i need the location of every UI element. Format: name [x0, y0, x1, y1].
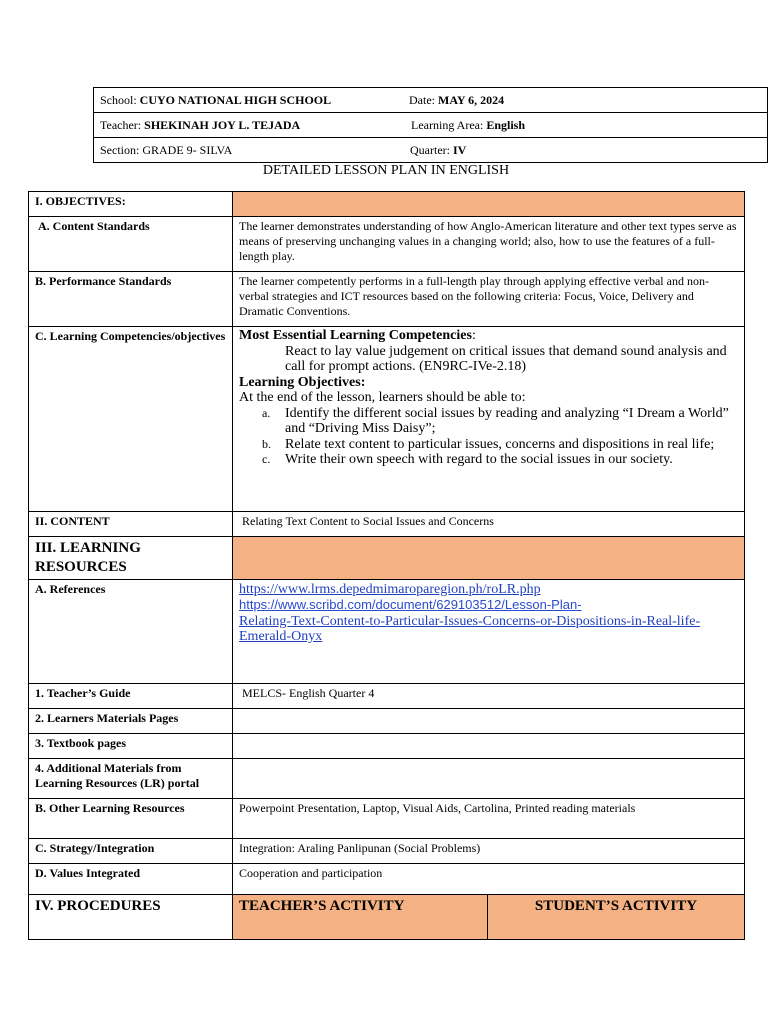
list-item: b. Relate text content to particular issues, concerns and dispositions in real life; [262, 436, 715, 452]
header-row-school [94, 88, 768, 113]
learning-resources-fill-cell [233, 537, 745, 580]
learning-objectives-heading: Learning Objectives: [239, 374, 366, 390]
school-value: CUYO NATIONAL HIGH SCHOOL [139, 92, 332, 107]
values-text: Cooperation and participation [233, 863, 745, 894]
quarter-value: IV [452, 143, 467, 157]
objectives-heading: I. OBJECTIVES: [29, 192, 233, 217]
quarter-cell [410, 138, 466, 162]
melc-text: React to lay value judgement on critical issues that demand sound analysis and call for prompt actions. (EN9RC-IVe-2.18) [285, 343, 727, 374]
content-label: II. CONTENT [29, 512, 233, 537]
objectives-fill-cell [233, 192, 745, 217]
list-item: c. Write their own speech with regard to the social issues in our society. [262, 452, 673, 467]
content-standards-text: The learner demonstrates understanding of how Anglo-American literature and other text types serve as means of preserving unchanging values in a changing world; also, how to use the features of a full-length play. [233, 217, 745, 272]
header-info-table [93, 87, 768, 163]
teachers-guide-text: MELCS- English Quarter 4 [233, 683, 745, 708]
learners-materials-cell [233, 708, 745, 733]
teachers-guide-label: 1. Teacher’s Guide [29, 683, 233, 708]
textbook-pages-label: 3. Textbook pages [29, 733, 233, 758]
learning-area-label: Learning Area: [411, 118, 484, 132]
header-row-section [94, 138, 768, 163]
date-cell [409, 88, 504, 112]
competencies-cell [233, 327, 745, 512]
teacher-label: Teacher: [100, 117, 142, 132]
content-text: Relating Text Content to Social Issues and Concerns [233, 512, 745, 537]
other-resources-label: B. Other Learning Resources [29, 798, 233, 838]
section-value: GRADE 9- SILVA [142, 142, 233, 157]
school-label: School: [100, 92, 137, 107]
learning-area-value: English [486, 118, 526, 132]
reference-link-scribd-continued[interactable]: Relating-Text-Content-to-Particular-Issues-Concerns-or-Dispositions-in-Real-life-Emerald-Onyx [239, 613, 701, 644]
additional-materials-label: 4. Additional Materials from Learning Resources (LR) portal [29, 758, 233, 798]
textbook-pages-cell [233, 733, 745, 758]
strategy-label: C. Strategy/Integration [29, 838, 233, 863]
header-row-teacher [94, 113, 768, 138]
date-label: Date: [409, 93, 435, 107]
date-value: MAY 6, 2024 [438, 93, 505, 107]
document-title: DETAILED LESSON PLAN IN ENGLISH [262, 163, 510, 178]
section-label: Section: [100, 142, 140, 157]
reference-link-lrms[interactable]: https://www.lrms.depedmimaroparegion.ph/roLR.php [239, 581, 541, 597]
references-label: A. References [29, 579, 233, 683]
teacher-value: SHEKINAH JOY L. TEJADA [144, 117, 301, 132]
reference-link-scribd[interactable]: https://www.scribd.com/document/629103512/Lesson-Plan- [239, 597, 582, 612]
learning-resources-heading: III. LEARNING RESOURCES [29, 537, 233, 580]
values-label: D. Values Integrated [29, 863, 233, 894]
learners-materials-label: 2. Learners Materials Pages [29, 708, 233, 733]
procedures-heading: IV. PROCEDURES [29, 894, 233, 939]
student-activity-header: STUDENT’S ACTIVITY [488, 894, 745, 939]
learning-area-cell [411, 113, 525, 137]
references-cell [233, 579, 745, 683]
other-resources-text: Powerpoint Presentation, Laptop, Visual Aids, Cartolina, Printed reading materials [233, 798, 745, 838]
competencies-label: C. Learning Competencies/objectives [29, 327, 233, 512]
performance-standards-label: B. Performance Standards [29, 272, 233, 327]
learning-objectives-list [239, 406, 738, 468]
content-standards-label: A. Content Standards [29, 217, 233, 272]
list-item: a. Identify the different social issues by reading and analyzing “I Dream a World” and “Driving Miss Daisy”; [262, 405, 729, 436]
strategy-text: Integration: Araling Panlipunan (Social Problems) [233, 838, 745, 863]
melc-heading: Most Essential Learning Competencies: [239, 328, 476, 343]
quarter-label: Quarter: [410, 143, 450, 157]
teacher-activity-header: TEACHER’S ACTIVITY [233, 894, 488, 939]
performance-standards-text: The learner competently performs in a full-length play through applying effective verbal and non-verbal strategies and ICT resources based on the following criteria: Focus, Voice, Delivery and Dramatic Conventions. [233, 272, 745, 327]
additional-materials-cell [233, 758, 745, 798]
lesson-plan-table [28, 191, 745, 940]
learning-objectives-intro: At the end of the lesson, learners should be able to: [239, 390, 526, 405]
